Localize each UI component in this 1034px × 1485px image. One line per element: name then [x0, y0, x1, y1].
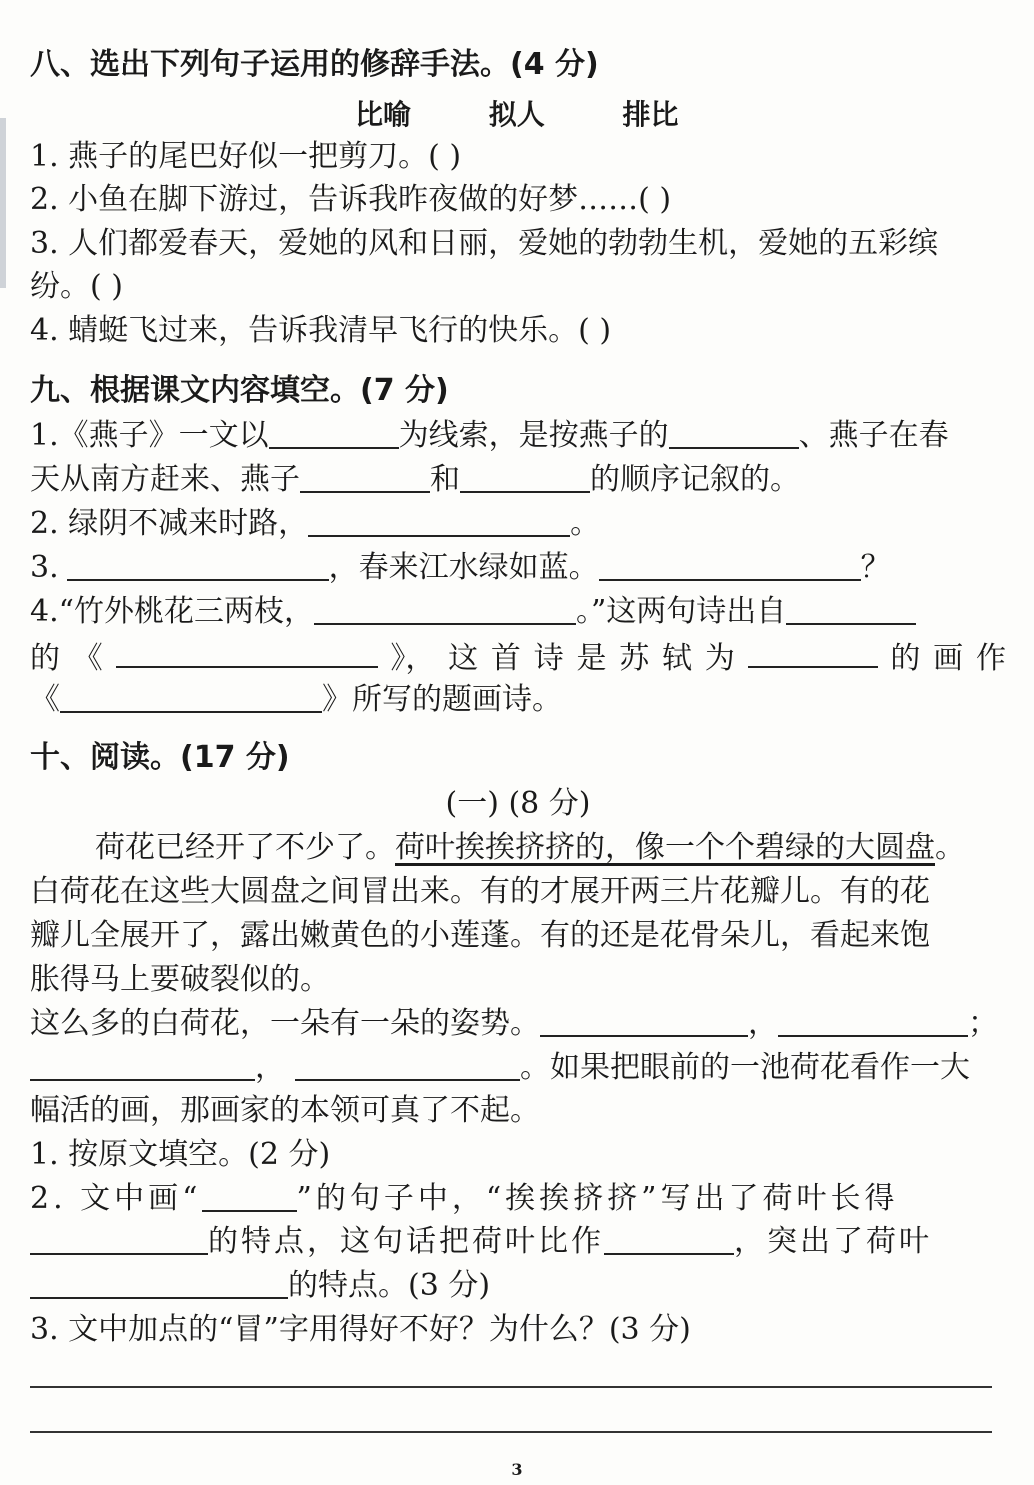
blank[interactable]	[30, 1223, 208, 1255]
option-parallelism: 排比	[622, 98, 679, 131]
s9-q3: 3. ，春来江水绿如蓝。 ？	[30, 550, 891, 585]
blank[interactable]	[604, 1223, 734, 1255]
answer-line[interactable]	[30, 1431, 992, 1433]
s8-question-2: 2. 小鱼在脚下游过，告诉我昨夜做的好梦……( )	[30, 182, 672, 217]
option-metaphor: 比喻	[355, 98, 412, 131]
blank[interactable]	[295, 1049, 520, 1081]
section9-title: 九、根据课文内容填空。(7 分)	[30, 373, 449, 408]
blank[interactable]	[60, 681, 322, 713]
blank[interactable]	[116, 636, 378, 668]
s9-q2: 2. 绿阴不减来时路， 。	[30, 506, 601, 541]
blank[interactable]	[669, 417, 799, 449]
option-personification: 拟人	[488, 98, 545, 131]
s9-q4-line1: 4.“竹外桃花三两枝， 。”这两句诗出自	[30, 592, 1006, 632]
passage-line-5: 这么多的白荷花，一朵有一朵的姿势。 ， ；	[30, 1006, 998, 1041]
blank[interactable]	[30, 1267, 288, 1299]
passage-line-1: 荷花已经开了不少了。荷叶挨挨挤挤的，像一个个碧绿的大圆盘。	[95, 830, 965, 865]
passage-line-4: 胀得马上要破裂似的。	[30, 962, 330, 997]
s10-question-1: 1. 按原文填空。(2 分)	[30, 1137, 331, 1172]
blank[interactable]	[599, 549, 861, 581]
s8-question-4: 4. 蜻蜓飞过来，告诉我清早飞行的快乐。( )	[30, 313, 612, 348]
blank[interactable]	[30, 1049, 255, 1081]
blank[interactable]	[308, 505, 570, 537]
answer-line[interactable]	[30, 1386, 992, 1388]
passage-line-6: ， 。如果把眼前的一池荷花看作一大	[30, 1048, 1006, 1088]
s10-question-3: 3. 文中加点的“冒”字用得好不好？为什么？(3 分)	[30, 1312, 691, 1347]
s10-question-2-line3: 的特点。(3 分)	[30, 1266, 1006, 1306]
scan-edge	[0, 118, 6, 288]
passage-line-2: 白荷花在这些大圆盘之间冒出来。有的才展开两三片花瓣儿。有的花	[30, 874, 930, 909]
blank[interactable]	[202, 1180, 297, 1212]
rhetoric-options	[355, 95, 747, 135]
section10-title: 十、阅读。(17 分)	[30, 740, 290, 775]
passage-line-7: 幅活的画，那画家的本领可真了不起。	[30, 1093, 540, 1128]
s8-question-1: 1. 燕子的尾巴好似一把剪刀。( )	[30, 139, 462, 174]
blank[interactable]	[269, 417, 399, 449]
blank[interactable]	[300, 461, 430, 493]
blank[interactable]	[540, 1005, 748, 1037]
blank[interactable]	[460, 461, 590, 493]
s10-question-2-line1: 2. 文中画“ ”的句子中，“挨挨挤挤”写出了荷叶长得	[30, 1181, 899, 1216]
underlined-sentence: 荷叶挨挨挤挤的，像一个个碧绿的大圆盘	[395, 830, 935, 865]
blank[interactable]	[778, 1005, 968, 1037]
s9-q1-line1: 1.《燕子》一文以 为线索，是按燕子的 、燕子在春	[30, 418, 949, 453]
section8-title: 八、选出下列句子运用的修辞手法。(4 分)	[30, 47, 599, 82]
page-number: 3	[511, 1460, 523, 1479]
s10-question-2-line2: 的特点，这句话把荷叶比作 ，突出了荷叶	[30, 1222, 1006, 1262]
s9-q4-line2: 的 《 》， 这 首 诗 是 苏 轼 为 的 画 作	[30, 636, 1006, 679]
blank[interactable]	[314, 593, 576, 625]
blank[interactable]	[67, 549, 329, 581]
blank[interactable]	[786, 593, 916, 625]
passage-line-3: 瓣儿全展开了，露出嫩黄色的小莲蓬。有的还是花骨朵儿，看起来饱	[30, 918, 930, 953]
s9-q1-line2: 天从南方赶来、燕子 和 的顺序记叙的。	[30, 462, 800, 497]
s8-question-3b: 纷。( )	[30, 269, 123, 304]
blank[interactable]	[748, 636, 878, 668]
s9-q4-line3: 《 》所写的题画诗。	[30, 682, 562, 717]
section10-subtitle: (一) (8 分)	[445, 786, 591, 821]
s8-question-3a: 3. 人们都爱春天，爱她的风和日丽，爱她的勃勃生机，爱她的五彩缤	[30, 226, 939, 261]
